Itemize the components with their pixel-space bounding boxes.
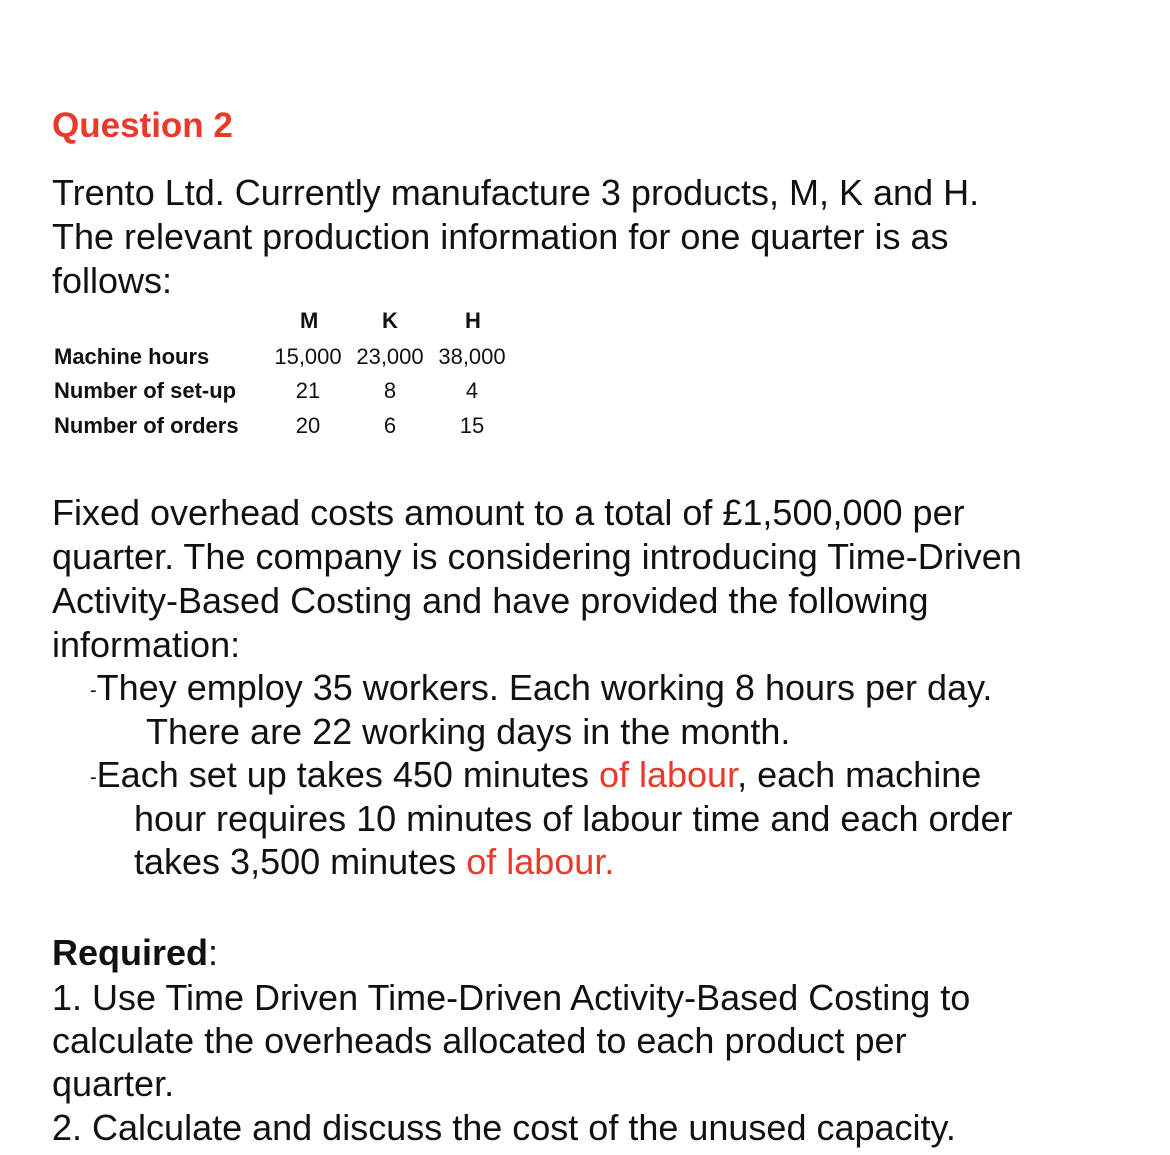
column-header-k: K xyxy=(382,308,398,333)
table-cell: 21 xyxy=(295,378,321,403)
bullet-item-set-up xyxy=(90,753,981,799)
column-header-m: M xyxy=(300,308,319,333)
bullet-text: Each set up takes 450 minutes xyxy=(96,754,599,795)
bullet-continuation: hour requires 10 minutes of labour time and each order xyxy=(134,798,1013,839)
table-cell: 8 xyxy=(383,378,397,403)
bullet-text: takes 3,500 minutes xyxy=(134,841,467,882)
table-cell: 20 xyxy=(295,413,321,438)
table-cell: 15,000 xyxy=(274,344,342,369)
table-cell: 23,000 xyxy=(356,344,424,369)
paragraph-line: Activity-Based Costing and have provided the following xyxy=(52,580,929,621)
bullet-text: They employ 35 workers. Each working 8 hours per day. xyxy=(96,667,993,708)
bullet-marker: - xyxy=(90,679,97,702)
bullet-continuation: There are 22 working days in the month. xyxy=(146,711,791,752)
question-title: Question 2 xyxy=(52,106,233,145)
table-cell: 15 xyxy=(459,413,485,438)
table-cell: 6 xyxy=(383,413,397,438)
table-cell: 38,000 xyxy=(438,344,506,369)
fixed-overhead-paragraph xyxy=(52,491,1142,667)
intro-paragraph xyxy=(52,171,1132,303)
required-heading xyxy=(52,931,218,975)
row-label-set-up: Number of set-up xyxy=(54,378,237,403)
bullet-item-workers xyxy=(90,666,992,712)
column-header-h: H xyxy=(465,308,481,333)
bullet-text: , each machine xyxy=(737,754,982,795)
highlighted-text: of labour xyxy=(598,754,738,795)
intro-line: Trento Ltd. Currently manufacture 3 products, M, K and H. xyxy=(52,172,980,213)
paragraph-line: quarter. The company is considering introducing Time-Driven xyxy=(52,536,1022,577)
paragraph-line: information: xyxy=(52,624,241,665)
required-label: Required xyxy=(52,932,209,973)
table-cell: 4 xyxy=(465,378,479,403)
paragraph-line: Fixed overhead costs amount to a total of £1,500,000 per xyxy=(52,492,965,533)
required-item-1-line: quarter. xyxy=(52,1063,175,1104)
required-item-2: 2. Calculate and discuss the cost of the unused capacity. xyxy=(52,1107,956,1148)
required-colon: : xyxy=(208,932,219,973)
bullet-marker: - xyxy=(90,766,97,789)
required-item-1-line: 1. Use Time Driven Time-Driven Activity-Based Costing to xyxy=(52,977,971,1018)
row-label-machine-hours: Machine hours xyxy=(54,344,210,369)
intro-line: follows: xyxy=(52,260,173,301)
highlighted-text: of labour. xyxy=(466,841,615,882)
bullet-continuation xyxy=(134,840,614,884)
required-item-1-line: calculate the overheads allocated to each product per xyxy=(52,1020,907,1061)
intro-line: The relevant production information for one quarter is as xyxy=(52,216,949,257)
row-label-orders: Number of orders xyxy=(54,413,239,438)
